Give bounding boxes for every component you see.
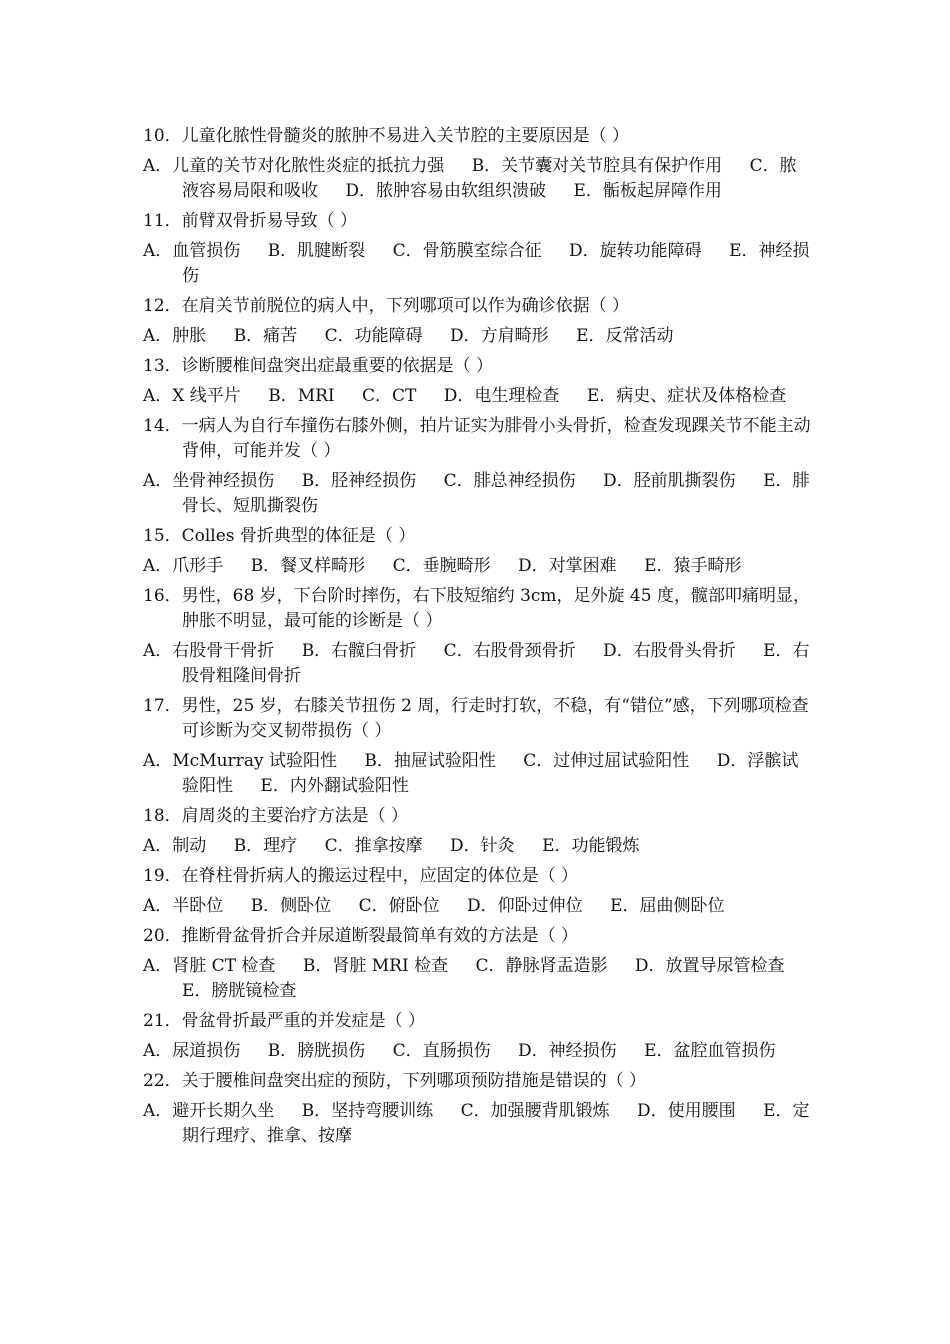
- answer-option: E．右股骨粗隆间骨折: [182, 641, 810, 686]
- answer-option: C．俯卧位: [358, 896, 440, 916]
- answer-option: C．静脉肾盂造影: [475, 956, 608, 976]
- answer-option: B．侧卧位: [250, 896, 332, 916]
- answer-option: A．右股骨干骨折: [143, 641, 275, 661]
- answer-option: C．推拿按摩: [324, 836, 423, 856]
- question-options: [143, 154, 813, 204]
- question-stem: 10．儿童化脓性骨髓炎的脓肿不易进入关节腔的主要原因是（ ）: [143, 126, 630, 146]
- question-options: [143, 1039, 813, 1064]
- answer-option: A．尿道损伤: [143, 1041, 241, 1061]
- answer-option: A．血管损伤: [143, 241, 241, 261]
- answer-option: C．直肠损伤: [392, 1041, 491, 1061]
- answer-option: E．猿手畸形: [644, 556, 742, 576]
- answer-option: C．脓液容易局限和吸收: [182, 156, 797, 201]
- answer-option: C．CT: [362, 386, 417, 406]
- answer-option: D．对掌困难: [518, 556, 617, 576]
- answer-option: A．半卧位: [143, 896, 224, 916]
- answer-option: E．腓骨长、短肌撕裂伤: [182, 471, 810, 516]
- question-options: [143, 749, 813, 799]
- question-options: [143, 384, 813, 409]
- answer-option: D．仰卧过伸位: [467, 896, 583, 916]
- answer-option: C．过伸过屈试验阳性: [523, 751, 690, 771]
- answer-option: D．胫前肌撕裂伤: [603, 471, 736, 491]
- answer-option: C．垂腕畸形: [392, 556, 491, 576]
- answer-option: A．X 线平片: [143, 386, 241, 406]
- answer-option: E．病史、症状及体格检查: [586, 386, 787, 406]
- question-options: [143, 894, 813, 919]
- answer-option: E．反常活动: [576, 326, 674, 346]
- answer-option: B．膀胱损伤: [267, 1041, 366, 1061]
- answer-option: D．旋转功能障碍: [569, 241, 702, 261]
- answer-option: E．屈曲侧卧位: [610, 896, 725, 916]
- exam-page: [143, 124, 813, 1154]
- answer-option: A．儿童的关节对化脓性炎症的抵抗力强: [143, 156, 445, 176]
- answer-option: E．盆腔血管损伤: [644, 1041, 776, 1061]
- question-stem: 14．一病人为自行车撞伤右膝外侧，拍片证实为腓骨小头骨折，检查发现踝关节不能主动背伸，可能并发（ ）: [143, 416, 811, 461]
- question-stem: 13．诊断腰椎间盘突出症最重要的依据是（ ）: [143, 356, 494, 376]
- answer-option: B．餐叉样畸形: [250, 556, 366, 576]
- answer-option: A．McMurray 试验阳性: [143, 751, 337, 771]
- question-stem: 11．前臂双骨折易导致（ ）: [143, 211, 358, 231]
- question-options: [143, 469, 813, 519]
- answer-option: A．避开长期久坐: [143, 1101, 275, 1121]
- question-options: [143, 324, 813, 349]
- answer-option: C．功能障碍: [324, 326, 423, 346]
- question-stem: 20．推断骨盆骨折合并尿道断裂最简单有效的方法是（ ）: [143, 926, 579, 946]
- answer-option: D．右股骨头骨折: [603, 641, 736, 661]
- answer-option: C．右股骨颈骨折: [443, 641, 576, 661]
- question-stem: 17．男性，25 岁，右膝关节扭伤 2 周，行走时打软，不稳，有“错位”感，下列哪项检查可诊断为交叉韧带损伤（ ）: [143, 696, 809, 741]
- question-stem: 19．在脊柱骨折病人的搬运过程中，应固定的体位是（ ）: [143, 866, 579, 886]
- answer-option: C．骨筋膜室综合征: [392, 241, 542, 261]
- answer-option: E．定期行理疗、推拿、按摩: [182, 1101, 810, 1146]
- answer-option: B．肌腱断裂: [267, 241, 366, 261]
- answer-option: E．神经损伤: [182, 241, 810, 286]
- question-options: [143, 554, 813, 579]
- answer-option: B．右髋臼骨折: [301, 641, 417, 661]
- question-stem: 18．肩周炎的主要治疗方法是（ ）: [143, 806, 409, 826]
- question-stem: 16．男性，68 岁，下台阶时摔伤，右下肢短缩约 3cm，足外旋 45 度，髋部叩痛明显，肿胀不明显，最可能的诊断是（ ）: [143, 586, 810, 631]
- question-stem: 12．在肩关节前脱位的病人中，下列哪项可以作为确诊依据（ ）: [143, 296, 630, 316]
- answer-option: A．肾脏 CT 检查: [143, 956, 276, 976]
- question-options: [143, 1099, 813, 1149]
- answer-option: B．MRI: [268, 386, 335, 406]
- answer-option: E．内外翻试验阳性: [260, 776, 409, 796]
- answer-option: B．关节囊对关节腔具有保护作用: [471, 156, 723, 176]
- answer-option: A．制动: [143, 836, 207, 856]
- answer-option: A．坐骨神经损伤: [143, 471, 275, 491]
- question-options: [143, 954, 813, 1004]
- answer-option: D．方肩畸形: [450, 326, 549, 346]
- answer-option: E．膀胱镜检查: [182, 981, 297, 1001]
- answer-option: B．肾脏 MRI 检查: [302, 956, 449, 976]
- answer-option: C．腓总神经损伤: [443, 471, 576, 491]
- question-stem: 21．骨盆骨折最严重的并发症是（ ）: [143, 1011, 426, 1031]
- answer-option: B．理疗: [233, 836, 298, 856]
- answer-option: C．加强腰背肌锻炼: [460, 1101, 610, 1121]
- answer-option: D．神经损伤: [518, 1041, 617, 1061]
- answer-option: A．肿胀: [143, 326, 207, 346]
- question-stem: 15．Colles 骨折典型的体征是（ ）: [143, 526, 416, 546]
- answer-option: A．爪形手: [143, 556, 224, 576]
- answer-option: D．脓肿容易由软组织溃破: [345, 181, 547, 201]
- answer-option: B．痛苦: [233, 326, 298, 346]
- question-stem: 22．关于腰椎间盘突出症的预防，下列哪项预防措施是错误的（ ）: [143, 1071, 647, 1091]
- answer-option: B．坚持弯腰训练: [301, 1101, 434, 1121]
- answer-option: D．放置导尿管检查: [634, 956, 785, 976]
- answer-option: E．功能锻炼: [542, 836, 640, 856]
- answer-option: D．针灸: [450, 836, 515, 856]
- question-options: [143, 834, 813, 859]
- answer-option: E．骺板起屏障作用: [573, 181, 722, 201]
- answer-option: B．胫神经损伤: [301, 471, 417, 491]
- answer-option: D．浮髌试验阳性: [182, 751, 799, 796]
- question-options: [143, 239, 813, 289]
- answer-option: B．抽屉试验阳性: [364, 751, 496, 771]
- question-options: [143, 639, 813, 689]
- answer-option: D．使用腰围: [637, 1101, 736, 1121]
- answer-option: D．电生理检查: [443, 386, 560, 406]
